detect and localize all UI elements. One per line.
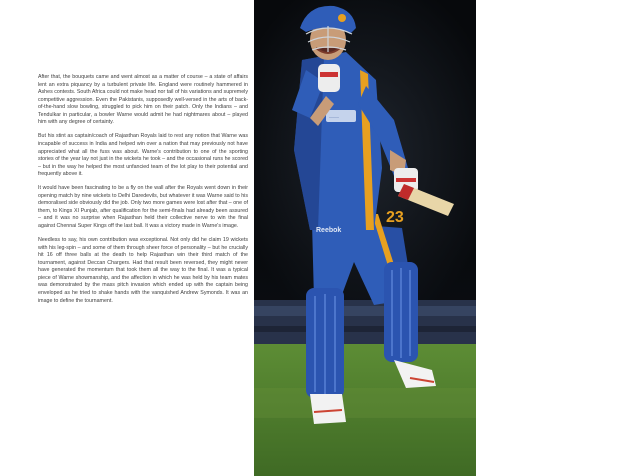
page-margin-right bbox=[476, 0, 640, 476]
article-paragraph-1: After that, the bouquets came and went almost as a matter of course – a state of affairs lent an extra piquancy by a turbulent private life. England were routinely hammered in Ashes contests. South Africa could not make head nor tail of his variations and supremely competitive aggression. Even the Pakistanis, supposedly well-versed in the arts of back-of-the-hand slow bowling, struggled to pick him on their patch. Only the Indians – and Tendulkar in particular, a bowler Warne would admit he had nightmares about – played him with any degree of certainty. bbox=[38, 74, 248, 126]
article-paragraph-3: It would have been fascinating to be a fly on the wall after the Royals went down in their opening match by nine wickets to Delhi Daredevils, but whatever it was Warne said to his demoralised side obviously did the job. Only two more games were lost after that – one of them, to Kings XI Punjab, after qualification for the semi-finals had already been assured – and it was no surprise when Rajasthan held their collective nerve to win the final against Chennai Super Kings off the last ball. It was a victory made in Warne's image. bbox=[38, 185, 248, 230]
photo-illustration bbox=[254, 0, 476, 476]
article-paragraph-2: But his stint as captain/coach of Rajasthan Royals laid to rest any notion that Warne was incapable of success in India and helped win over a nation that may previously not have appreciated what all the fuss was about. Warne's contribution to one of the sporting stories of the year lay not just in the wickets he took – and the occasional runs he scored – but in the way he helped the most unfancied team of the lot play to their potential and frequently above it. bbox=[38, 133, 248, 178]
batting-glove-left bbox=[318, 64, 340, 92]
jersey-brand-text: Reebok bbox=[316, 227, 342, 234]
article-paragraph-4: Needless to say, his own contribution was exceptional. Not only did he claim 19 wickets with his leg-spin – and some of them through sheer force of personality – but he crucially hit 16 off three balls at the death to help Rajasthan win their third match of the tournament, against Deccan Chargers. Had that result been reversed, they might never have generated the momentum that took them all the way to the final. It was a typical piece of Warne showmanship, and the affection in which he was held by his team mates was demonstrated by the mass pitch invasion which ended up with the captain being enveloped as he tried to shake hands with the vanquished Andrew Symonds. It was an image to define the tournament. bbox=[38, 237, 248, 304]
article-text-column bbox=[38, 74, 248, 312]
cricketer-celebration-photo bbox=[254, 0, 476, 476]
svg-text:·····: ····· bbox=[329, 115, 339, 121]
shirt-number-text: 23 bbox=[386, 209, 404, 226]
left-shoe bbox=[310, 394, 346, 424]
